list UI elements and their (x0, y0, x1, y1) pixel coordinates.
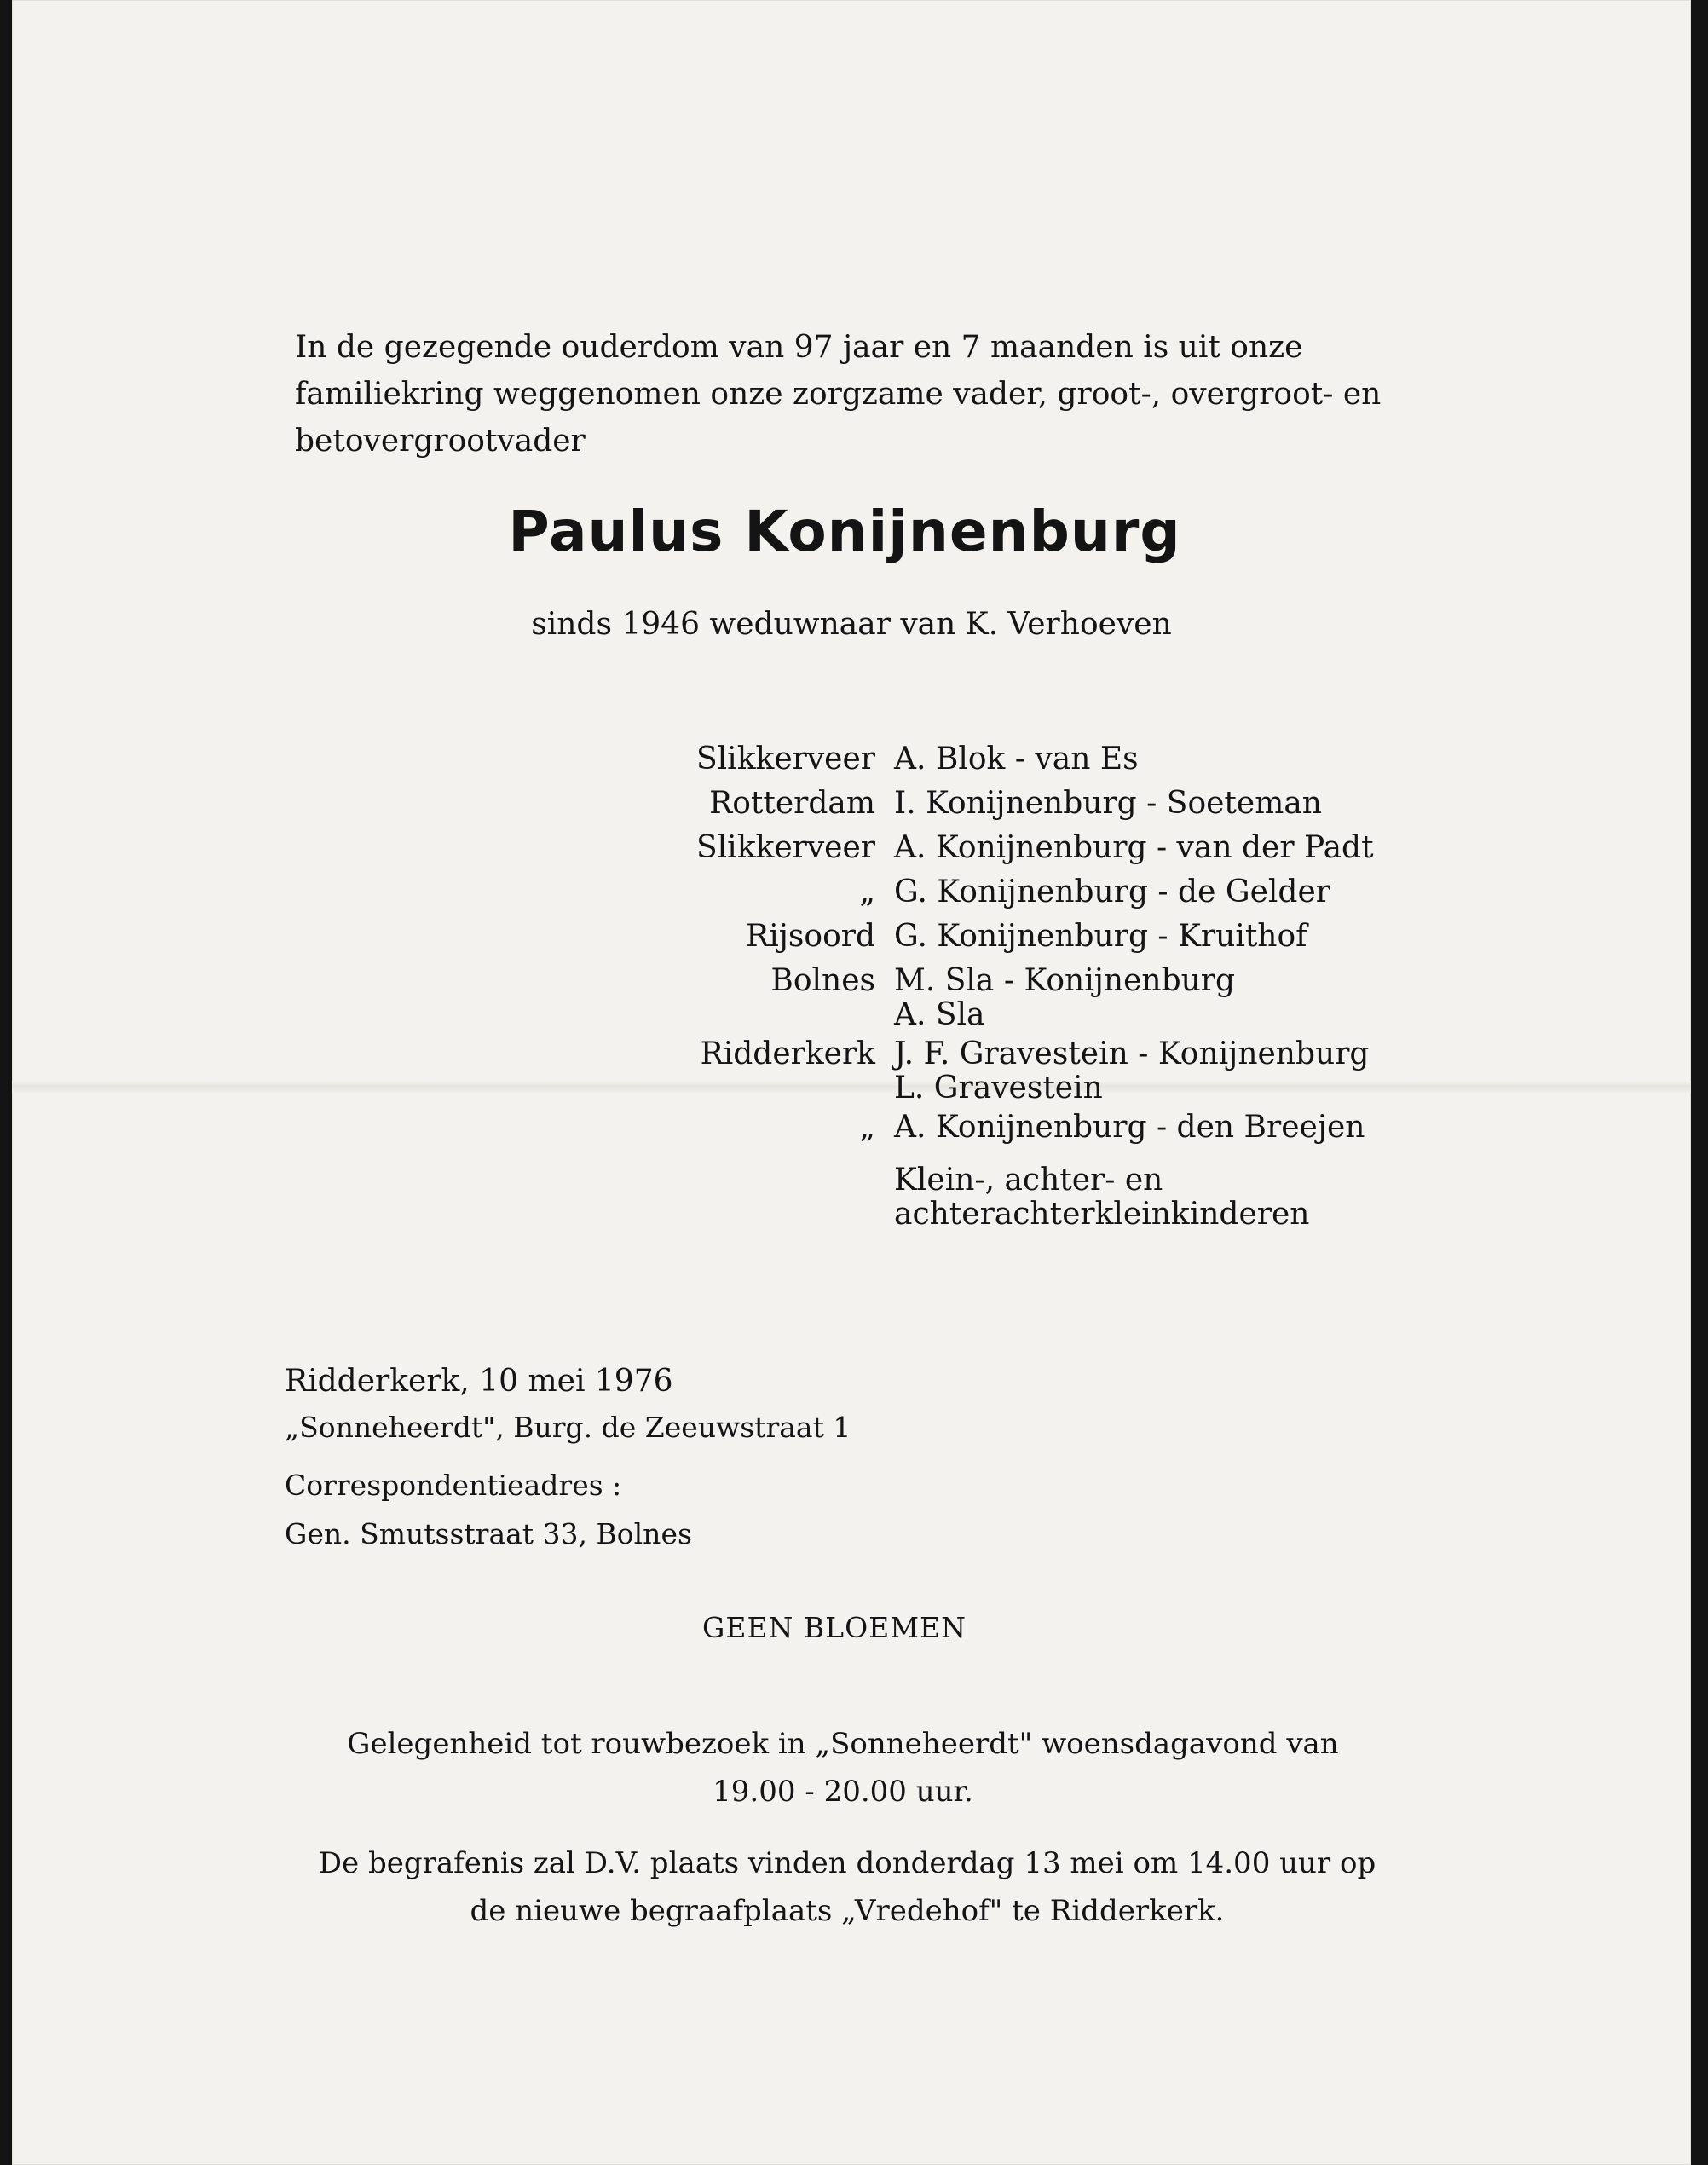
funeral-line-1: De begrafenis zal D.V. plaats vinden donderdag 13 mei om 14.00 uur op (318, 1846, 1376, 1880)
family-place: Ridderkerk (700, 1036, 875, 1071)
family-row (591, 1071, 1444, 1110)
family-row (591, 830, 1444, 875)
family-row (591, 742, 1444, 786)
funeral-card (12, 0, 1691, 2165)
family-member: A. Sla (894, 997, 985, 1032)
correspondence-address: Gen. Smutsstraat 33, Bolnes (285, 1517, 692, 1550)
visitation-notice (3, 1720, 1682, 1816)
visitation-line-1: Gelegenheid tot rouwbezoek in „Sonneheerdt" woensdagavond van (347, 1727, 1339, 1761)
family-place: Rotterdam (709, 786, 875, 821)
family-member: I. Konijnenburg - Soeteman (894, 786, 1322, 821)
family-row (591, 919, 1444, 963)
family-row (591, 1036, 1444, 1071)
family-row (591, 1163, 1444, 1197)
correspondence-label: Correspondentieadres : (285, 1469, 622, 1502)
family-row (591, 963, 1444, 997)
family-member: G. Konijnenburg - de Gelder (894, 875, 1330, 909)
family-member: Klein-, achter- en (894, 1163, 1163, 1198)
family-place: Bolnes (770, 963, 875, 998)
funeral-notice (8, 1839, 1687, 1935)
family-place: Slikkerveer (696, 742, 875, 777)
family-place: Rijsoord (746, 919, 875, 954)
family-member: M. Sla - Konijnenburg (894, 963, 1236, 998)
family-member: A. Konijnenburg - van der Padt (894, 830, 1374, 865)
family-member: A. Konijnenburg - den Breejen (894, 1110, 1365, 1145)
family-row (591, 1197, 1444, 1241)
funeral-line-2: de nieuwe begraafplaats „Vredehof" te Ridderkerk. (470, 1894, 1225, 1928)
family-place: „ (859, 1110, 875, 1145)
family-place: Slikkerveer (696, 830, 875, 865)
intro-line-2: familiekring weggenomen onze zorgzame vader, groot-, overgroot- en (295, 377, 1382, 412)
visitation-line-2: 19.00 - 20.00 uur. (713, 1775, 973, 1809)
family-row (591, 997, 1444, 1036)
family-row (591, 1110, 1444, 1163)
family-member: A. Blok - van Es (894, 742, 1139, 777)
family-member: achterachterkleinkinderen (894, 1197, 1310, 1232)
no-flowers-notice: GEEN BLOEMEN (702, 1611, 967, 1644)
home-address-line: „Sonneheerdt", Burg. de Zeeuwstraat 1 (285, 1411, 851, 1444)
family-list (591, 742, 1444, 1241)
family-member: G. Konijnenburg - Kruithof (894, 919, 1307, 954)
place-date-line: Ridderkerk, 10 mei 1976 (285, 1364, 673, 1399)
family-member: J. F. Gravestein - Konijnenburg (894, 1036, 1370, 1071)
widower-line: sinds 1946 weduwnaar van K. Verhoeven (531, 607, 1172, 642)
family-row (591, 875, 1444, 919)
family-member: L. Gravestein (894, 1071, 1103, 1106)
family-place: „ (859, 875, 875, 909)
family-row (591, 786, 1444, 830)
deceased-name: Paulus Konijnenburg (508, 499, 1181, 564)
intro-line-3: betovergrootvader (295, 424, 586, 459)
intro-paragraph (295, 324, 1381, 465)
intro-line-1: In de gezegende ouderdom van 97 jaar en 7 maanden is uit onze (295, 330, 1303, 365)
